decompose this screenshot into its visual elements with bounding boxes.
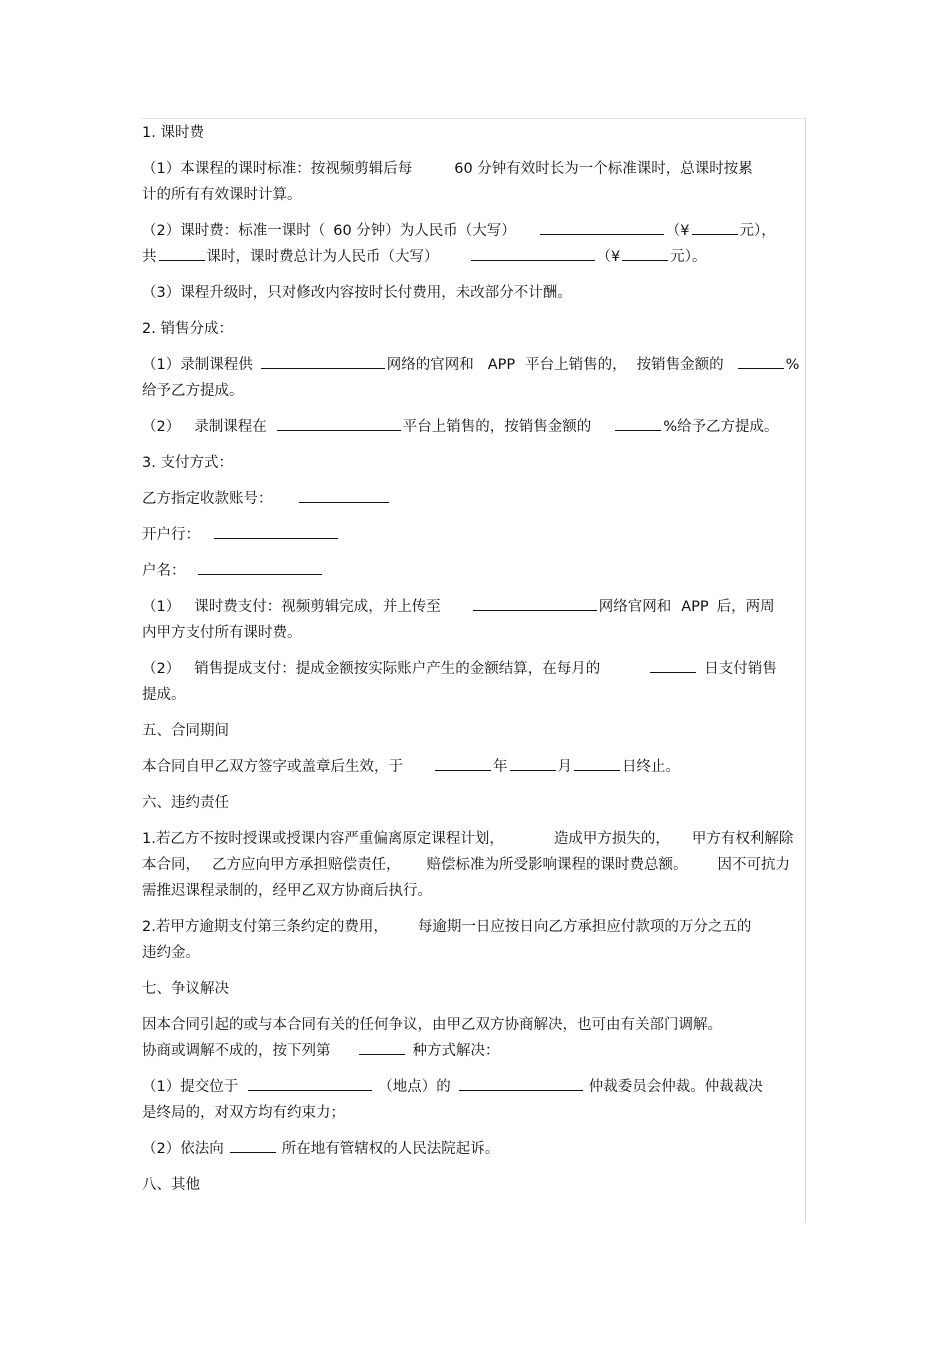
text: 年	[493, 759, 508, 775]
fill-blank-account[interactable]	[299, 488, 389, 503]
text: 因本合同引起的或与本合同有关的任何争议，由甲乙双方协商解决，也可由有关部门调解。	[142, 1017, 722, 1033]
section-heading-other	[142, 1172, 804, 1198]
fill-blank-fee-yuan[interactable]	[692, 220, 738, 235]
text: 平台上销售的，	[525, 357, 627, 373]
section-heading-sales-share	[142, 316, 804, 342]
paragraph-sales-2	[142, 414, 804, 440]
heading-text: 2. 销售分成：	[142, 321, 233, 337]
paragraph-dispute	[142, 1012, 804, 1064]
section-heading-payment	[142, 450, 804, 476]
text: 共	[142, 249, 157, 265]
paragraph-pay-1	[142, 594, 804, 646]
field-bank	[142, 522, 804, 548]
text: （1）录制课程供	[142, 357, 253, 373]
text: （2）	[142, 661, 181, 677]
text: 元），	[739, 223, 776, 239]
heading-text: 3. 支付方式：	[142, 455, 233, 471]
text: （¥	[596, 249, 621, 265]
text: 种方式解决：	[412, 1043, 500, 1059]
text: （1）	[142, 599, 181, 615]
text: 内甲方支付所有课时费。	[142, 625, 302, 641]
text: 协商或调解不成的，按下列第	[142, 1043, 331, 1059]
fill-blank-year[interactable]	[435, 756, 491, 771]
text: （2）	[142, 419, 181, 435]
paragraph-upgrade	[142, 280, 804, 306]
text: 日支付销售	[704, 661, 777, 677]
text: 网络官网和	[598, 599, 672, 615]
heading-text: 八、其他	[142, 1177, 200, 1193]
fill-blank-method[interactable]	[359, 1040, 405, 1055]
text: 违约金。	[142, 945, 200, 961]
paragraph-pay-2	[142, 656, 804, 708]
field-account	[142, 486, 804, 512]
fill-blank-platform[interactable]	[261, 354, 385, 369]
text: （1）提交位于	[142, 1079, 239, 1095]
text: 2.若甲方逾期支付第三条约定的费用，	[142, 919, 388, 935]
heading-text: 六、违约责任	[142, 795, 229, 811]
text: 给予乙方提成。	[142, 383, 244, 399]
text: 造成甲方损失的，	[553, 831, 670, 847]
text: 60 分钟）为人民币（大写）	[333, 223, 516, 239]
text: （地点）的	[378, 1079, 451, 1095]
fill-blank-location[interactable]	[248, 1076, 372, 1091]
label: 开户行：	[142, 527, 200, 543]
text: 课时费支付：视频剪辑完成，并上传至	[194, 599, 441, 615]
fill-blank-hours[interactable]	[159, 246, 205, 261]
text: 日终止。	[622, 759, 680, 775]
fill-blank-date[interactable]	[574, 756, 620, 771]
text: 60 分钟有效时长为一个标准课时，总课时按累	[454, 161, 753, 177]
text: 月	[557, 759, 572, 775]
paragraph-arbitration	[142, 1074, 804, 1126]
text: 甲方有权利解除	[691, 831, 794, 847]
text: （2）课时费：标准一课时（	[142, 223, 326, 239]
paragraph-sales-1	[142, 352, 804, 404]
text: 平台上销售的，按销售金额的	[402, 419, 592, 435]
text: 本合同自甲乙双方签字或盖章后生效，于	[142, 759, 403, 775]
fill-blank-percent-1[interactable]	[738, 354, 784, 369]
paragraph-fee-amount	[142, 218, 804, 270]
page-top-border	[140, 118, 806, 119]
text: 录制课程在	[194, 419, 267, 435]
text: 赔偿标准为所受影响课程的课时费总额。	[426, 857, 688, 873]
paragraph-fee-standard	[142, 156, 804, 208]
paragraph-breach-2	[142, 914, 804, 966]
contract-document	[142, 120, 804, 1208]
text: 后，两周	[716, 599, 775, 615]
text: 是终局的，对双方均有约束力；	[142, 1105, 345, 1121]
text: 课时，课时费总计为人民币（大写）	[206, 249, 439, 265]
fill-blank-fee-capital[interactable]	[540, 220, 664, 235]
fill-blank-account-name[interactable]	[198, 560, 322, 575]
text: 销售提成支付：提成金额按实际账户产生的金额结算，在每月的	[194, 661, 601, 677]
text: 元）。	[670, 249, 707, 265]
text: 因不可抗力	[717, 857, 790, 873]
section-heading-dispute	[142, 976, 804, 1002]
text: 需推迟课程录制的，经甲乙双方协商后执行。	[142, 883, 432, 899]
text: （¥	[665, 223, 690, 239]
fill-blank-total-yuan[interactable]	[622, 246, 668, 261]
section-heading-term	[142, 718, 804, 744]
text: 网络的官网和	[386, 357, 474, 373]
heading-text: 1. 课时费	[142, 125, 204, 141]
text: 每逾期一日应按日向乙方承担应付款项的万分之五的	[417, 919, 752, 935]
text: %给予乙方提成。	[663, 419, 779, 435]
field-account-name	[142, 558, 804, 584]
text: 提成。	[142, 687, 186, 703]
fill-blank-percent-2[interactable]	[615, 416, 661, 431]
text: APP	[487, 357, 516, 373]
heading-text: 七、争议解决	[142, 981, 229, 997]
fill-blank-month[interactable]	[510, 756, 556, 771]
text: 仲裁委员会仲裁。仲裁裁决	[588, 1079, 763, 1095]
text: （2）依法向	[142, 1141, 224, 1157]
text: （3）课程升级时，只对修改内容按时长付费用，未改部分不计酬。	[142, 285, 572, 301]
fill-blank-bank[interactable]	[214, 524, 338, 539]
label: 乙方指定收款账号：	[142, 491, 273, 507]
text: （1）本课程的课时标准：按视频剪辑后每	[142, 161, 413, 177]
fill-blank-platform-2[interactable]	[277, 416, 401, 431]
text: 乙方应向甲方承担赔偿责任，	[212, 857, 401, 873]
fill-blank-court-location[interactable]	[230, 1138, 276, 1153]
fill-blank-total-capital[interactable]	[471, 246, 595, 261]
fill-blank-arbitration-commission[interactable]	[459, 1076, 583, 1091]
text: 计的所有有效课时计算。	[142, 187, 302, 203]
section-heading-course-fee	[142, 120, 804, 146]
paragraph-court	[142, 1136, 804, 1162]
fill-blank-upload-platform[interactable]	[473, 596, 597, 611]
text: 所在地有管辖权的人民法院起诉。	[281, 1141, 500, 1157]
text: APP	[681, 599, 709, 615]
section-heading-breach	[142, 790, 804, 816]
page-right-border	[805, 118, 806, 1223]
text: %	[785, 357, 800, 373]
text: 按销售金额的	[636, 357, 724, 373]
paragraph-term	[142, 754, 804, 780]
paragraph-breach-1	[142, 826, 804, 904]
text: 本合同，	[142, 857, 200, 873]
fill-blank-day[interactable]	[650, 658, 696, 673]
text: 1.若乙方不按时授课或授课内容严重偏离原定课程计划，	[142, 831, 504, 847]
label: 户名：	[142, 563, 186, 579]
heading-text: 五、合同期间	[142, 723, 229, 739]
